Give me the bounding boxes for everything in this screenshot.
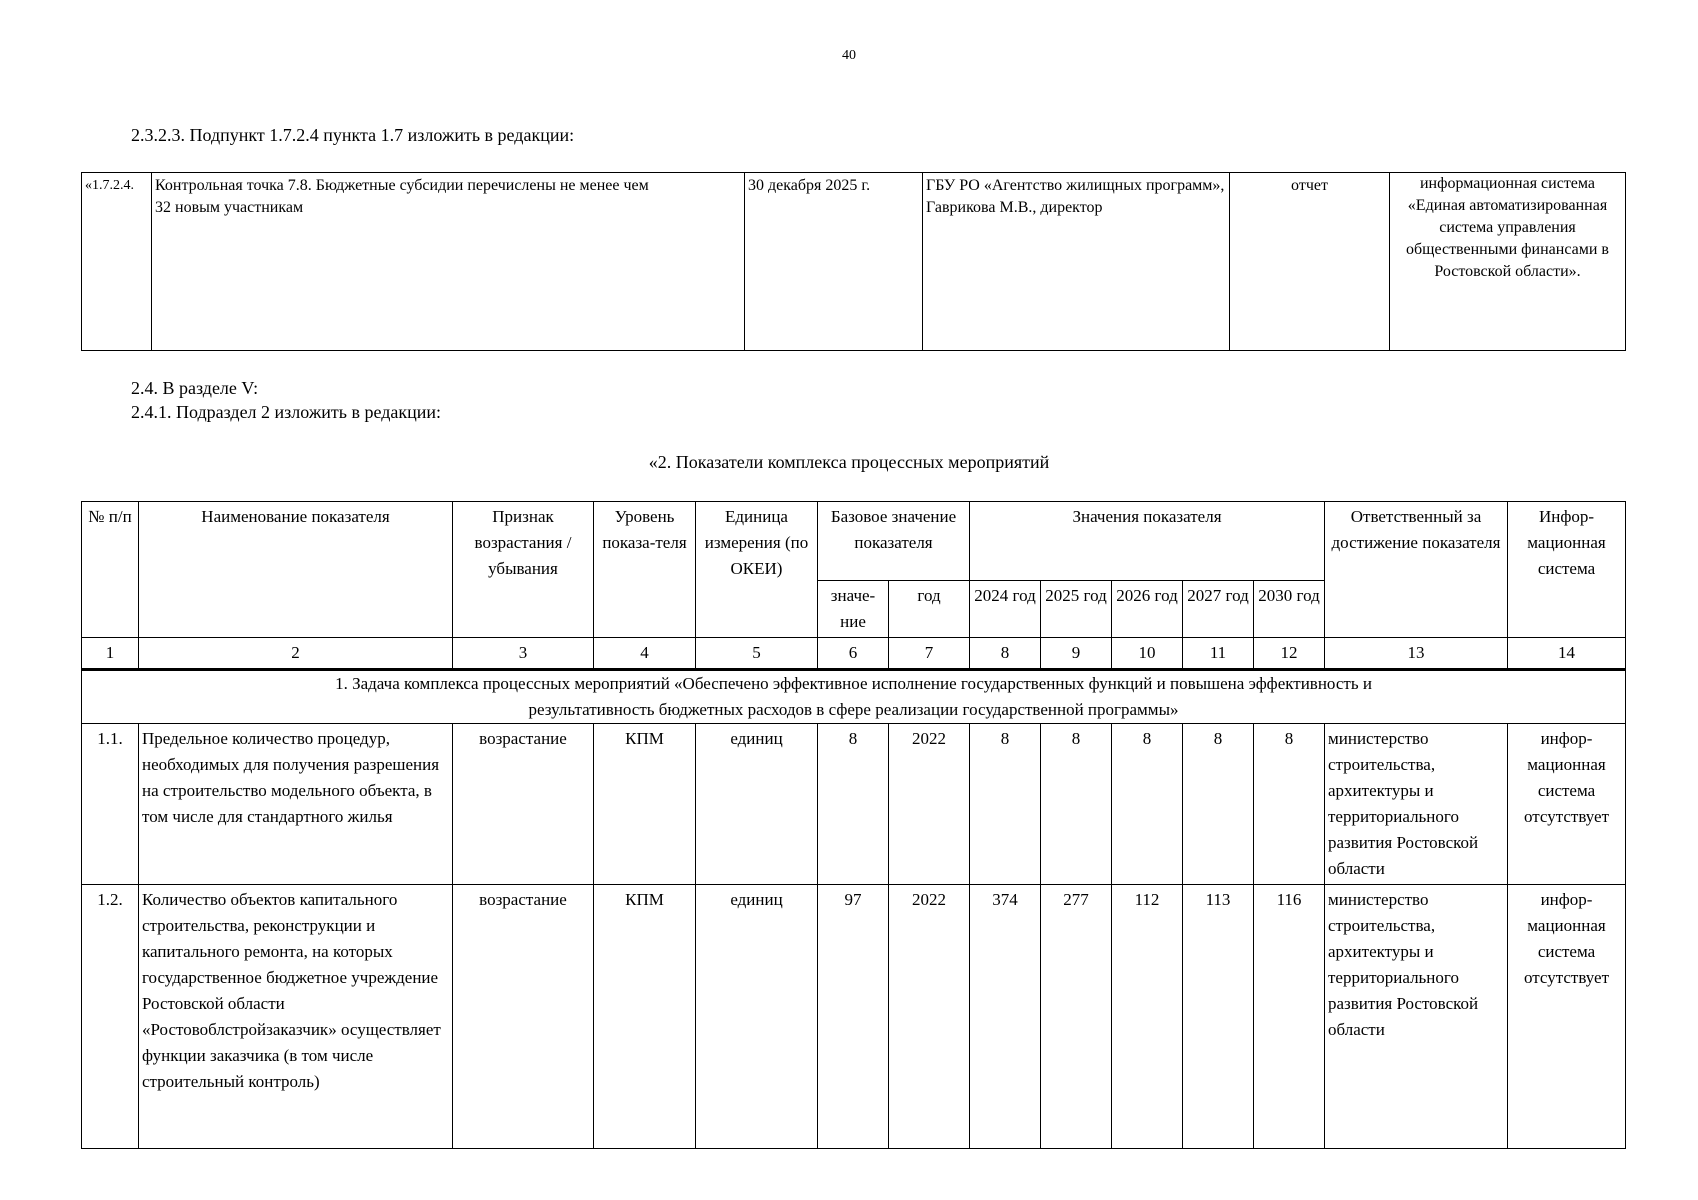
row-1-1-2024: 8 bbox=[970, 724, 1041, 885]
paragraph-2-3-2-3: 2.3.2.3. Подпункт 1.7.2.4 пункта 1.7 изложить в редакции: bbox=[131, 125, 575, 145]
control-point-date: 30 декабря 2025 г. bbox=[745, 173, 923, 351]
row-1-1-level: КПМ bbox=[594, 724, 696, 885]
row-1-1-trend: возрастание bbox=[453, 724, 594, 885]
indicators-table bbox=[81, 501, 1626, 1149]
col-number: 13 bbox=[1325, 638, 1508, 670]
row-1-2-2026: 112 bbox=[1112, 885, 1183, 1149]
row-1-2-2030: 116 bbox=[1254, 885, 1325, 1149]
col-number: 6 bbox=[818, 638, 889, 670]
row-1-2-2024: 374 bbox=[970, 885, 1041, 1149]
section-heading: «2. Показатели комплекса процессных мероприятий bbox=[648, 452, 1050, 472]
row-1-2-2025: 277 bbox=[1041, 885, 1112, 1149]
control-point-number: «1.7.2.4. bbox=[82, 173, 152, 351]
row-1-1-info-system: инфор-мационная система отсутствует bbox=[1508, 724, 1626, 885]
row-1-1-base-year: 2022 bbox=[889, 724, 970, 885]
header-num: № п/п bbox=[82, 502, 139, 638]
col-number: 7 bbox=[889, 638, 970, 670]
header-responsible: Ответственный за достижение показателя bbox=[1325, 502, 1508, 638]
control-point-info-system: информационная система «Единая автоматизированная система управления общественными финансами в Ростовской области». bbox=[1390, 173, 1626, 351]
header-2024: 2024 год bbox=[970, 581, 1041, 638]
header-level: Уровень показа-теля bbox=[594, 502, 696, 638]
row-1-2-base-year: 2022 bbox=[889, 885, 970, 1149]
col-number: 3 bbox=[453, 638, 594, 670]
row-1-1-name: Предельное количество процедур, необходимых для получения разрешения на строительство модельного объекта, в том числе для стандартного жилья bbox=[139, 724, 453, 885]
col-number: 4 bbox=[594, 638, 696, 670]
header-trend: Признак возрастания / убывания bbox=[453, 502, 594, 638]
row-1-2-responsible: министерство строительства, архитектуры и территориального развития Ростовской области bbox=[1325, 885, 1508, 1149]
col-number: 10 bbox=[1112, 638, 1183, 670]
row-1-1-2026: 8 bbox=[1112, 724, 1183, 885]
row-1-1-responsible: министерство строительства, архитектуры и территориального развития Ростовской области bbox=[1325, 724, 1508, 885]
control-point-name: Контрольная точка 7.8. Бюджетные субсидии перечислены не менее чем 32 новым участникам bbox=[152, 173, 745, 351]
row-1-2-base-value: 97 bbox=[818, 885, 889, 1149]
col-number: 9 bbox=[1041, 638, 1112, 670]
row-1-1-unit: единиц bbox=[696, 724, 818, 885]
header-unit: Единица измерения (по ОКЕИ) bbox=[696, 502, 818, 638]
col-number: 11 bbox=[1183, 638, 1254, 670]
row-1-2-name: Количество объектов капитального строительства, реконструкции и капитального ремонта, на которых государственное бюджетное учреждение Ростовской области «Ростовоблстройзаказчик» осуществляет функции заказчика (в том числе строительный контроль) bbox=[139, 885, 453, 1149]
header-info-system: Инфор-мационная система bbox=[1508, 502, 1626, 638]
row-1-2-level: КПМ bbox=[594, 885, 696, 1149]
control-point-document: отчет bbox=[1230, 173, 1390, 351]
col-number: 2 bbox=[139, 638, 453, 670]
col-number: 14 bbox=[1508, 638, 1626, 670]
row-1-1-2030: 8 bbox=[1254, 724, 1325, 885]
row-1-1-2025: 8 bbox=[1041, 724, 1112, 885]
header-base: Базовое значение показателя bbox=[818, 502, 970, 581]
col-number: 1 bbox=[82, 638, 139, 670]
row-1-1-num: 1.1. bbox=[82, 724, 139, 885]
task-row: 1. Задача комплекса процессных мероприятий «Обеспечено эффективное исполнение государственных функций и повышена эффективность и результативность бюджетных расходов в сфере реализации государственной программы» bbox=[82, 670, 1626, 724]
header-base-year: год bbox=[889, 581, 970, 638]
paragraph-2-4: 2.4. В разделе V: bbox=[131, 378, 259, 398]
header-base-value: значе-ние bbox=[818, 581, 889, 638]
header-name: Наименование показателя bbox=[139, 502, 453, 638]
paragraph-2-4-1: 2.4.1. Подраздел 2 изложить в редакции: bbox=[131, 402, 442, 422]
row-1-2-unit: единиц bbox=[696, 885, 818, 1149]
row-1-2-2027: 113 bbox=[1183, 885, 1254, 1149]
header-2030: 2030 год bbox=[1254, 581, 1325, 638]
header-values: Значения показателя bbox=[970, 502, 1325, 581]
row-1-2-info-system: инфор-мационная система отсутствует bbox=[1508, 885, 1626, 1149]
page-number: 40 bbox=[842, 48, 856, 63]
row-1-1-2027: 8 bbox=[1183, 724, 1254, 885]
control-point-responsible: ГБУ РО «Агентство жилищных программ», Гаврикова М.В., директор bbox=[923, 173, 1230, 351]
row-1-2-trend: возрастание bbox=[453, 885, 594, 1149]
col-number: 8 bbox=[970, 638, 1041, 670]
row-1-2-num: 1.2. bbox=[82, 885, 139, 1149]
row-1-1-base-value: 8 bbox=[818, 724, 889, 885]
control-point-table bbox=[81, 172, 1626, 351]
header-2027: 2027 год bbox=[1183, 581, 1254, 638]
col-number: 12 bbox=[1254, 638, 1325, 670]
header-2026: 2026 год bbox=[1112, 581, 1183, 638]
col-number: 5 bbox=[696, 638, 818, 670]
header-2025: 2025 год bbox=[1041, 581, 1112, 638]
